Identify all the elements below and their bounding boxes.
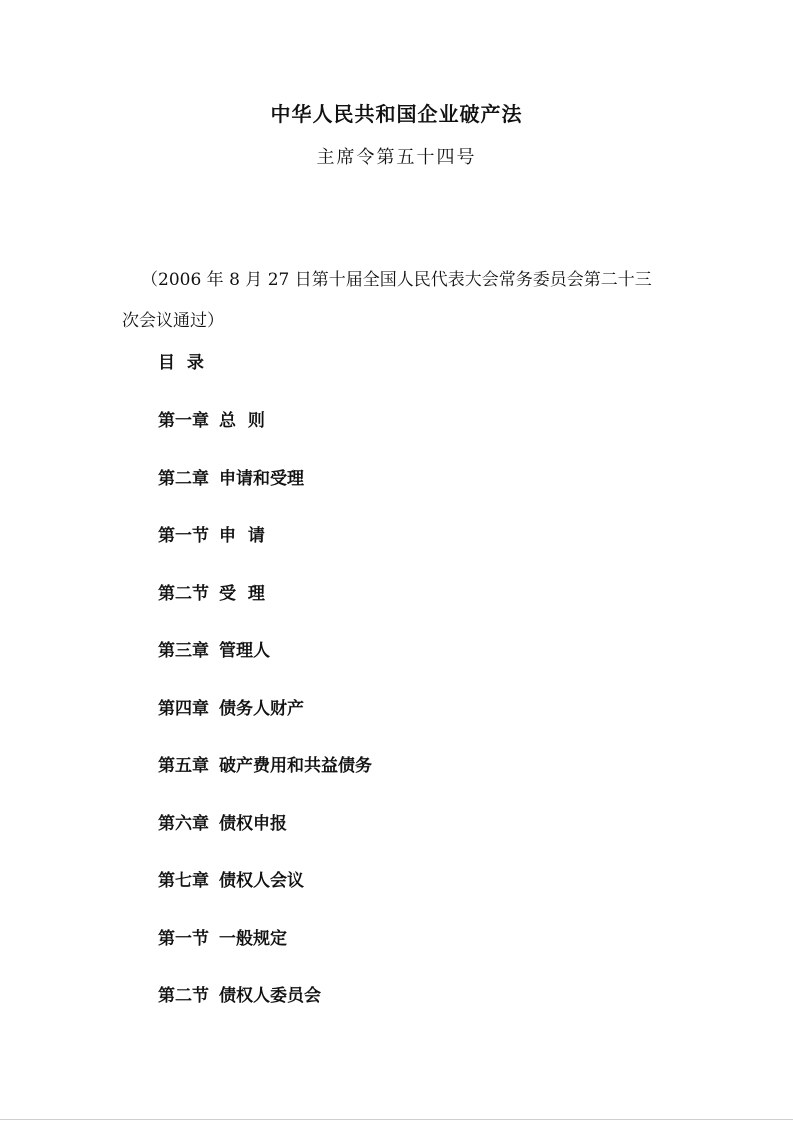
toc-item-number: 第七章 [158,871,209,891]
page-bottom-divider [0,1119,793,1120]
toc-item-label: 破产费用和共益债务 [219,756,372,776]
toc-item-label: 申请和受理 [219,468,304,489]
toc-item [158,520,372,578]
toc-item [158,405,372,463]
table-of-contents [158,347,204,379]
toc-item-label: 债务人财产 [219,698,304,719]
toc-title: 目 录 [158,353,204,373]
toc-item-number: 第二章 [158,468,209,489]
document-title: 中华人民共和国企业破产法 [270,102,523,126]
toc-item [158,463,372,521]
toc-item [158,980,372,1038]
document-subtitle: 主席令第五十四号 [316,147,477,168]
toc-item-number: 第二节 [158,583,209,604]
adoption-note: （2006 年 8 月 27 日第十届全国人民代表大会常务委员会第二十三次会议通过） [122,270,652,331]
toc-item-label: 债权申报 [219,813,287,834]
toc-item-number: 第五章 [158,756,209,776]
toc-item-number: 第一章 [158,411,209,431]
toc-item-number: 第一节 [158,928,209,949]
toc-item-label: 债权人会议 [219,871,304,891]
toc-item [158,693,372,751]
toc-item-number: 第一节 [158,526,209,546]
toc-item-number: 第三章 [158,641,209,661]
toc-item-label: 申 请 [219,526,265,546]
toc-item [158,578,372,636]
toc-item [158,635,372,693]
toc-item-number: 第二节 [158,986,209,1006]
toc-item-number: 第六章 [158,813,209,834]
toc-item-label: 管理人 [219,641,270,661]
toc-item-label: 债权人委员会 [219,986,321,1006]
toc-list [158,405,372,1038]
toc-item-label: 受 理 [219,583,265,604]
toc-item-label: 一般规定 [219,928,287,949]
toc-item-number: 第四章 [158,698,209,719]
toc-item [158,865,372,923]
toc-item [158,808,372,866]
toc-item [158,923,372,981]
toc-item-label: 总 则 [219,411,265,431]
toc-item [158,750,372,808]
